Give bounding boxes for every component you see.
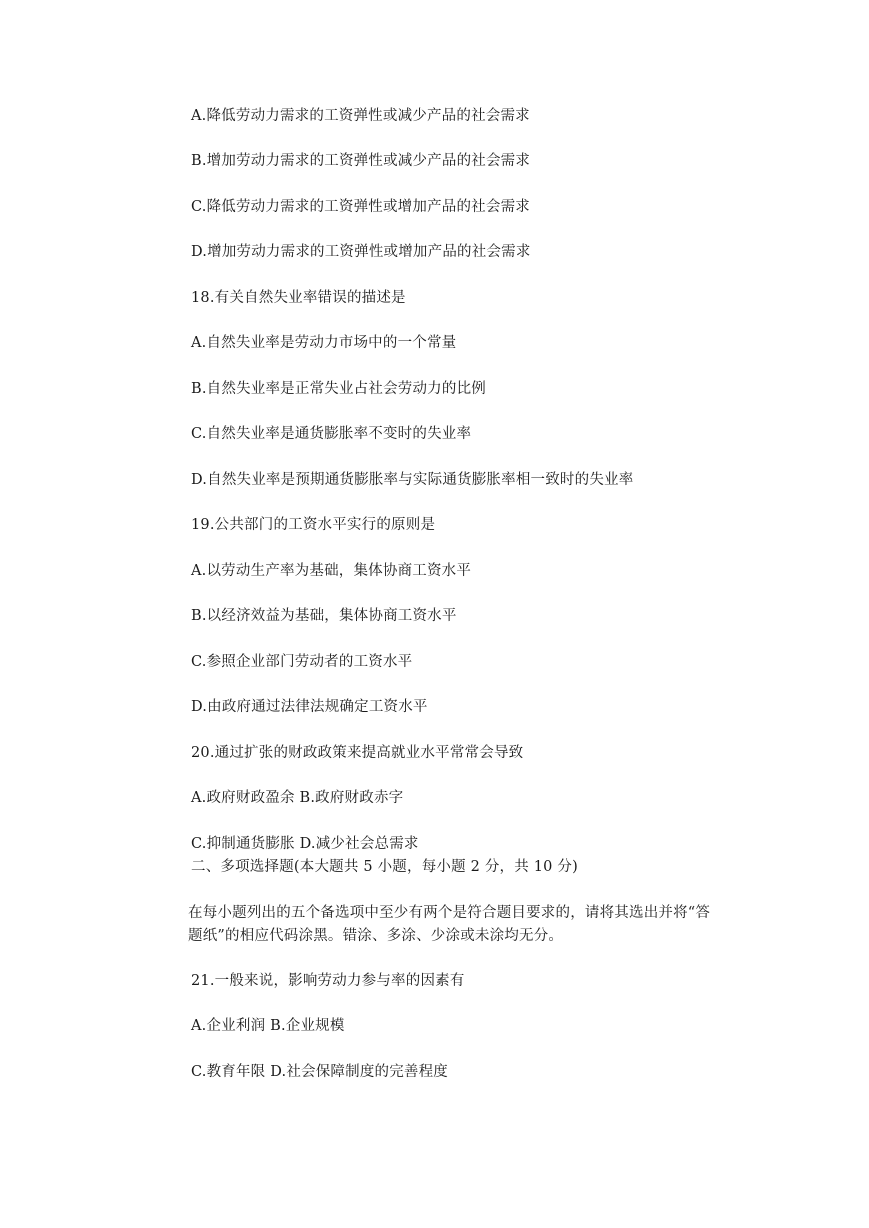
q18-option-c: C.自然失业率是通货膨胀率不变时的失业率 <box>191 426 472 442</box>
q18-option-a: A.自然失业率是劳动力市场中的一个常量 <box>191 335 457 351</box>
q21-stem: 21.一般来说，影响劳动力参与率的因素有 <box>191 973 465 989</box>
instruction-line-1: 在每小题列出的五个备选项中至少有两个是符合题目要求的，请将其选出并将“答 <box>188 905 711 921</box>
q19-option-d: D.由政府通过法律法规确定工资水平 <box>191 699 428 715</box>
q20-options-ab: A.政府财政盈余 B.政府财政赤字 <box>191 790 404 806</box>
q19-option-b: B.以经济效益为基础，集体协商工资水平 <box>191 608 457 624</box>
q18-option-d: D.自然失业率是预期通货膨胀率与实际通货膨胀率相一致时的失业率 <box>191 472 634 488</box>
q17-option-a: A.降低劳动力需求的工资弹性或减少产品的社会需求 <box>191 108 530 124</box>
q17-option-c: C.降低劳动力需求的工资弹性或增加产品的社会需求 <box>191 199 530 215</box>
q18-option-b: B.自然失业率是正常失业占社会劳动力的比例 <box>191 381 486 397</box>
q19-stem: 19.公共部门的工资水平实行的原则是 <box>191 517 436 533</box>
q19-option-a: A.以劳动生产率为基础，集体协商工资水平 <box>191 563 472 579</box>
q21-options-cd: C.教育年限 D.社会保障制度的完善程度 <box>191 1064 449 1080</box>
q17-option-d: D.增加劳动力需求的工资弹性或增加产品的社会需求 <box>191 244 531 260</box>
q20-stem: 20.通过扩张的财政政策来提高就业水平常常会导致 <box>191 745 524 761</box>
q18-stem: 18.有关自然失业率错误的描述是 <box>191 290 406 306</box>
q20-options-cd: C.抑制通货膨胀 D.减少社会总需求 <box>191 836 419 852</box>
q21-options-ab: A.企业利润 B.企业规模 <box>191 1018 345 1034</box>
instruction-line-2: 题纸”的相应代码涂黑。错涂、多涂、少涂或未涂均无分。 <box>188 928 564 944</box>
q17-option-b: B.增加劳动力需求的工资弹性或减少产品的社会需求 <box>191 153 531 169</box>
section-heading: 二、多项选择题(本大题共 5 小题，每小题 2 分，共 10 分) <box>191 859 578 875</box>
q19-option-c: C.参照企业部门劳动者的工资水平 <box>191 654 413 670</box>
